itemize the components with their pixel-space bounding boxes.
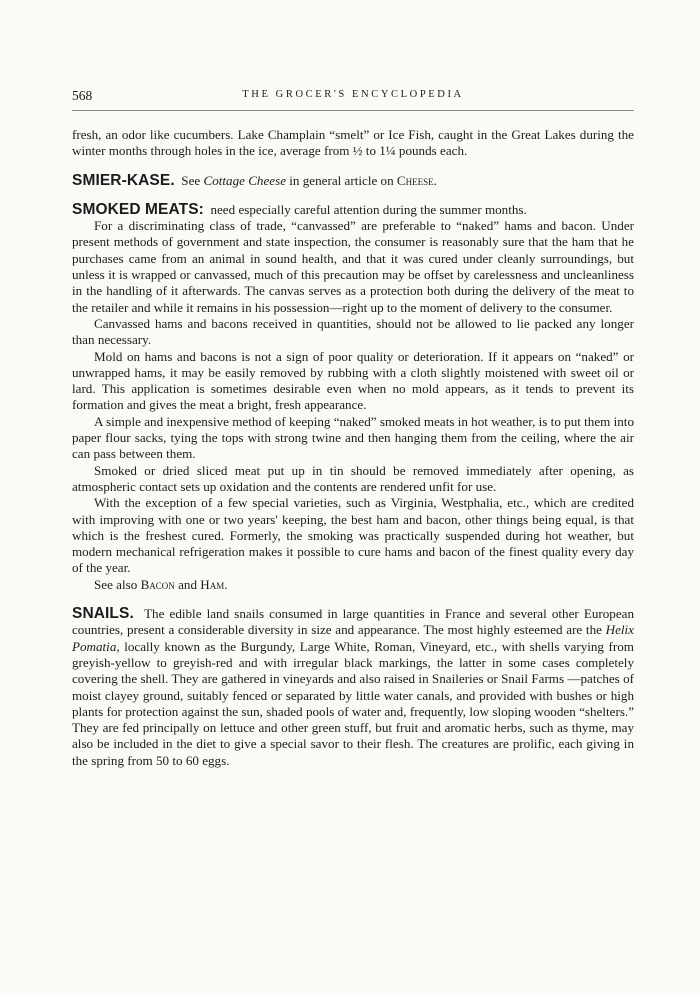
entry-smelt-continued: [72, 127, 634, 160]
cross-reference-cottage-cheese: Cottage Cheese: [203, 172, 287, 188]
paragraph: Canvassed hams and bacons received in quantities, should not be allowed to lie packed any longer than necessary.: [72, 315, 634, 348]
page-header: [72, 88, 634, 104]
entry-smoked-meats: [72, 202, 634, 593]
paragraph: With the exception of a few special varieties, such as Virginia, Westphalia, etc., which are credited with improving with one or two years' keeping, the best ham and bacon, other things being equal, is that which is the freshest cured. Formerly, the smoking was practically suspended during hot weather, but modern mechanical refrigeration makes it possible to cure hams and bacon of the finest quality every day of the year.: [72, 495, 634, 576]
joiner: and: [178, 576, 197, 592]
lead-text: need especially careful attention during the summer months.: [210, 201, 527, 217]
snails-text-before: The edible land snails consumed in large quantities in France and several other European countries, present a considerable diversity in size and appearance. The most highly esteemed are the: [72, 606, 635, 638]
species-name: Helix Pomatia,: [72, 622, 634, 654]
headword-smier-kase: SMIER-KASE.: [72, 171, 175, 189]
page-number: 568: [72, 88, 93, 103]
snails-text-after: locally known as the Burgundy, Large White, Roman, Vineyard, etc., with shells varying from greyish-yellow to greyish-red and with irregular black markings, the latter in some cases completely covering the shell. They are gathered in vineyards and also raised in Snaileries or Snail Farms —patches of moist clayey ground, suitably fenced or separated by little water canals, and provided with bushes or high plants for protection against the sun, shaded pools of water and, frequently, low sloping wooden “shelters.” They are fed principally on lettuce and other green stuff, but fruit and aromatic herbs, such as thyme, may also be included in the diet to give a special savor to their flesh. The creatures are prolific, each giving in the spring from 50 to 60 eggs.: [72, 638, 634, 768]
paragraph: Mold on hams and bacons is not a sign of poor quality or deterioration. If it appears on “naked” or unwrapped hams, it may be easily removed by rubbing with a cloth slightly moistened with sweet oil or lard. This application is sometimes desirable even when no mold appears, as it tends to prevent its formation and gives the meat a bright, fresh appearance.: [72, 348, 634, 413]
punctuation: .: [433, 172, 437, 188]
cross-reference-ham: Ham: [200, 576, 225, 592]
headword-snails: SNAILS.: [72, 605, 134, 623]
smoked-meats-lead: [72, 202, 634, 218]
running-title: THE GROCER'S ENCYCLOPEDIA: [242, 89, 464, 100]
page-body: [72, 127, 634, 769]
continued-paragraph: fresh, an odor like cucumbers. Lake Champlain “smelt” or Ice Fish, caught in the Great Lakes during the winter months through holes in the ice, average from ½ to 1¼ pounds each.: [72, 127, 634, 159]
paragraph: Smoked or dried sliced meat put up in tin should be removed immediately after opening, as atmospheric contact sets up oxidation and the contents are rendered unfit for use.: [72, 462, 634, 494]
see-also-line: [72, 577, 634, 593]
see-label: See: [181, 172, 201, 188]
cross-reference-text: in general article on: [289, 172, 394, 188]
header-rule: [72, 110, 634, 111]
cross-reference-cheese: Cheese: [396, 172, 434, 188]
smier-kase-paragraph: [72, 173, 634, 189]
headword-smoked-meats: SMOKED MEATS:: [72, 200, 204, 218]
cross-reference-bacon: Bacon: [140, 576, 175, 592]
entry-snails: [72, 606, 634, 769]
see-also-label: See also: [94, 576, 138, 592]
snails-paragraph: [72, 606, 634, 769]
entry-smier-kase: [72, 173, 634, 189]
paragraph: For a discriminating class of trade, “canvassed” are preferable to “naked” hams and bacon. Under present methods of government and state inspection, the consumer is reasonably sure that the ham that he purchases came from an animal in sound health, and that it was cured under cleanly surroundings, but unless it is wrapped or canvassed, much of this precaution may be offset by carelessness and uncleanliness in the handling of it afterwards. The canvas serves as a protection both during the delivery of the meat to the retailer and while it remains in his possession—right up to the moment of delivery to the consumer.: [72, 218, 634, 315]
punctuation: .: [224, 576, 228, 592]
paragraph: A simple and inexpensive method of keeping “naked” smoked meats in hot weather, is to put them into paper flour sacks, tying the tops with strong twine and then hanging them from the ceiling, where the air can pass between them.: [72, 413, 634, 462]
